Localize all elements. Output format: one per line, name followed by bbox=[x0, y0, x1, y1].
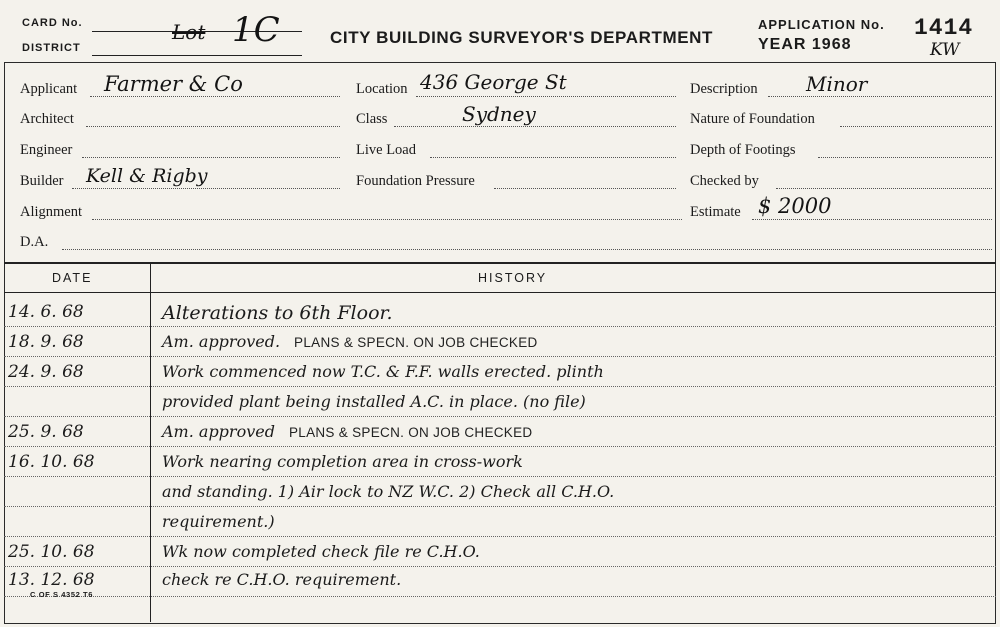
history-entry: Am. approved PLANS & SPECN. ON JOB CHECKED bbox=[162, 422, 533, 441]
card-no-value: 1C bbox=[232, 10, 280, 50]
class-label: Class bbox=[356, 111, 388, 127]
foundation-pressure-line bbox=[494, 188, 676, 189]
history-date: 13. 12. 68 bbox=[8, 570, 95, 590]
history-date: 24. 9. 68 bbox=[8, 362, 84, 382]
form-code: C OF S 4352 T6 bbox=[30, 590, 94, 599]
location-label: Location bbox=[356, 81, 408, 97]
checked-by-line bbox=[776, 188, 992, 189]
live-load-label: Live Load bbox=[356, 142, 416, 158]
engineer-line bbox=[82, 157, 340, 158]
history-header-rule bbox=[4, 292, 996, 293]
history-entry: provided plant being installed A.C. in place. (no file) bbox=[162, 392, 586, 411]
history-entry: and standing. 1) Air lock to NZ W.C. 2) Check all C.H.O. bbox=[162, 482, 615, 501]
row-rule bbox=[4, 326, 996, 327]
district-rule bbox=[92, 55, 302, 56]
card-no-label: CARD No. bbox=[22, 17, 83, 29]
architect-label: Architect bbox=[20, 111, 74, 127]
history-date: 25. 10. 68 bbox=[8, 542, 95, 562]
class-value: Sydney bbox=[462, 102, 536, 126]
struck-card-value: Lot bbox=[172, 20, 206, 44]
builder-label: Builder bbox=[20, 173, 64, 189]
history-top-rule bbox=[4, 262, 996, 264]
engineer-label: Engineer bbox=[20, 142, 73, 158]
department-title: CITY BUILDING SURVEYOR'S DEPARTMENT bbox=[330, 28, 714, 47]
history-entry: Work nearing completion area in cross-work bbox=[162, 452, 523, 471]
history-date: 16. 10. 68 bbox=[8, 452, 95, 472]
architect-line bbox=[86, 126, 340, 127]
row-rule bbox=[4, 476, 996, 477]
location-line bbox=[416, 96, 676, 97]
history-date: 14. 6. 68 bbox=[8, 302, 84, 322]
applicant-line bbox=[90, 96, 340, 97]
history-date: 25. 9. 68 bbox=[8, 422, 84, 442]
history-entry: requirement.) bbox=[162, 512, 275, 531]
class-line bbox=[394, 126, 676, 127]
alignment-label: Alignment bbox=[20, 204, 83, 220]
history-date: 18. 9. 68 bbox=[8, 332, 84, 352]
location-value: 436 George St bbox=[420, 70, 567, 94]
application-no-value: 1414 bbox=[914, 15, 974, 41]
row-rule bbox=[4, 536, 996, 537]
history-entry: check re C.H.O. requirement. bbox=[162, 570, 402, 589]
builder-value: Kell & Rigby bbox=[86, 165, 208, 187]
history-entry: Am. approved. PLANS & SPECN. ON JOB CHECKED bbox=[162, 332, 538, 351]
plans-checked-stamp: PLANS & SPECN. ON JOB CHECKED bbox=[294, 335, 538, 350]
depth-of-footings-label: Depth of Footings bbox=[690, 142, 796, 158]
row-rule bbox=[4, 386, 996, 387]
row-rule bbox=[4, 416, 996, 417]
applicant-label: Applicant bbox=[20, 81, 78, 97]
nature-of-foundation-line bbox=[840, 126, 992, 127]
estimate-label: Estimate bbox=[690, 204, 741, 220]
row-rule bbox=[4, 566, 996, 567]
checked-by-label: Checked by bbox=[690, 173, 759, 189]
history-entry: Alterations to 6th Floor. bbox=[162, 302, 393, 324]
nature-of-foundation-label: Nature of Foundation bbox=[690, 111, 815, 127]
description-label: Description bbox=[690, 81, 758, 97]
history-entry: Work commenced now T.C. & F.F. walls erected. plinth bbox=[162, 362, 604, 381]
applicant-value: Farmer & Co bbox=[104, 72, 243, 96]
year-label: YEAR 1968 bbox=[758, 36, 852, 53]
alignment-line bbox=[92, 219, 682, 220]
history-column-header: HISTORY bbox=[478, 271, 548, 285]
row-rule bbox=[4, 596, 996, 597]
date-column-divider bbox=[150, 262, 151, 622]
row-rule bbox=[4, 446, 996, 447]
da-line bbox=[62, 249, 992, 250]
live-load-line bbox=[430, 157, 676, 158]
description-value: Minor bbox=[806, 72, 868, 96]
row-rule bbox=[4, 356, 996, 357]
history-entry: Wk now completed check file re C.H.O. bbox=[162, 542, 480, 561]
builder-line bbox=[72, 188, 340, 189]
depth-of-footings-line bbox=[818, 157, 992, 158]
estimate-line bbox=[752, 219, 992, 220]
foundation-pressure-label: Foundation Pressure bbox=[356, 173, 475, 189]
description-line bbox=[768, 96, 992, 97]
row-rule bbox=[4, 506, 996, 507]
district-label: DISTRICT bbox=[22, 42, 81, 54]
application-no-label: APPLICATION No. bbox=[758, 17, 885, 32]
plans-checked-stamp: PLANS & SPECN. ON JOB CHECKED bbox=[288, 425, 533, 440]
initials: KW bbox=[930, 40, 960, 60]
estimate-value: $ 2000 bbox=[758, 194, 832, 218]
date-column-header: DATE bbox=[52, 271, 93, 285]
da-label: D.A. bbox=[20, 234, 49, 250]
